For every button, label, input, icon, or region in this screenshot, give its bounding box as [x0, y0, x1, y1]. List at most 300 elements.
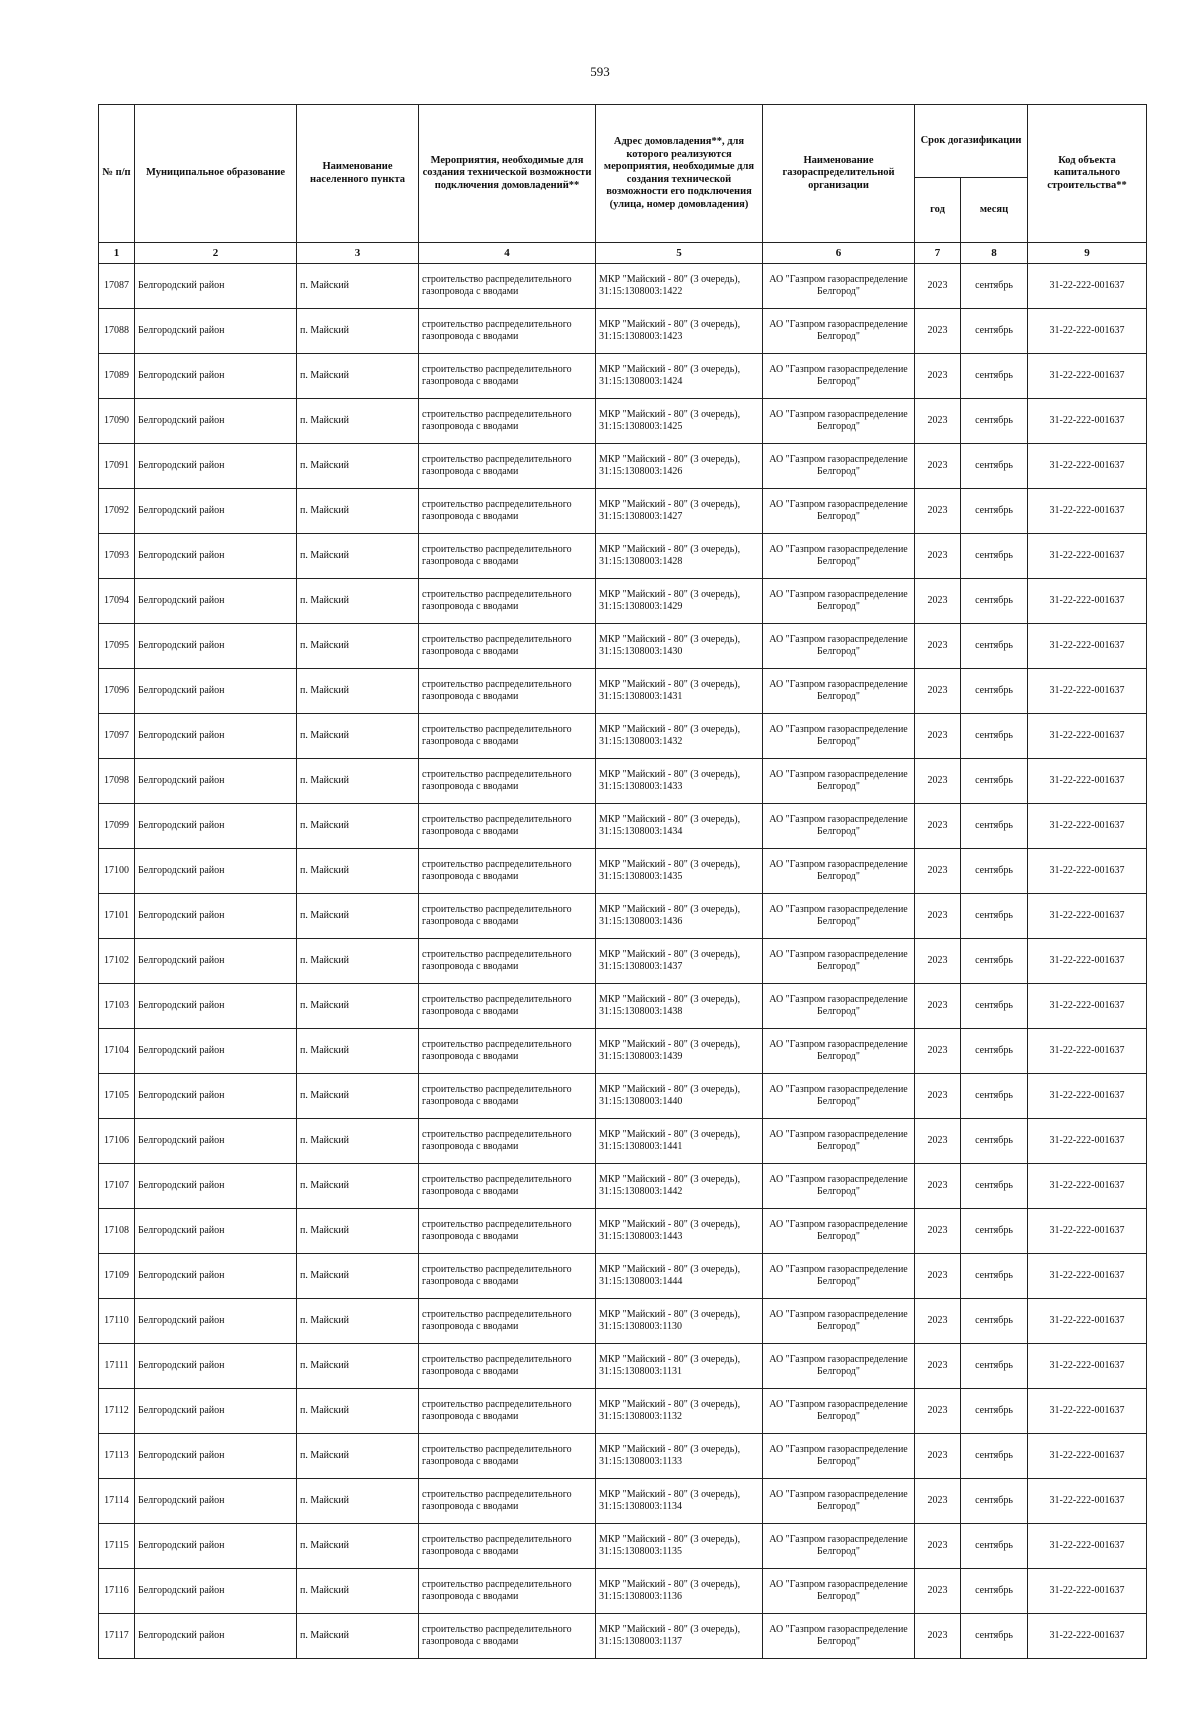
row-number: 17094 — [99, 579, 135, 624]
page-number: 593 — [590, 64, 610, 79]
object-code-cell: 31-22-222-001637 — [1028, 1479, 1147, 1524]
gasification-table — [98, 104, 1147, 1659]
table-row — [99, 1479, 1147, 1524]
table-row — [99, 534, 1147, 579]
address-cell: МКР "Майский - 80" (3 очередь), 31:15:1308003:1443 — [596, 1209, 763, 1254]
year-cell: 2023 — [915, 1254, 961, 1299]
row-number: 17105 — [99, 1074, 135, 1119]
municipality-cell: Белгородский район — [135, 354, 297, 399]
organization-cell: АО "Газпром газораспределение Белгород" — [763, 1074, 915, 1119]
row-number: 17087 — [99, 264, 135, 309]
organization-cell: АО "Газпром газораспределение Белгород" — [763, 804, 915, 849]
table-row — [99, 1389, 1147, 1434]
settlement-cell: п. Майский — [297, 1614, 419, 1659]
activity-cell: строительство распределительного газопровода с вводами — [419, 1254, 596, 1299]
month-cell: сентябрь — [961, 804, 1028, 849]
month-cell: сентябрь — [961, 1434, 1028, 1479]
organization-cell: АО "Газпром газораспределение Белгород" — [763, 1209, 915, 1254]
month-cell: сентябрь — [961, 354, 1028, 399]
year-cell: 2023 — [915, 759, 961, 804]
table-row — [99, 354, 1147, 399]
table-row — [99, 804, 1147, 849]
year-cell: 2023 — [915, 624, 961, 669]
year-cell: 2023 — [915, 1524, 961, 1569]
column-number: 6 — [763, 243, 915, 264]
address-cell: МКР "Майский - 80" (3 очередь), 31:15:1308003:1435 — [596, 849, 763, 894]
activity-cell: строительство распределительного газопровода с вводами — [419, 939, 596, 984]
row-number: 17088 — [99, 309, 135, 354]
table-row — [99, 1254, 1147, 1299]
activity-cell: строительство распределительного газопровода с вводами — [419, 1569, 596, 1614]
object-code-cell: 31-22-222-001637 — [1028, 399, 1147, 444]
table-row — [99, 1344, 1147, 1389]
table-row — [99, 1434, 1147, 1479]
organization-cell: АО "Газпром газораспределение Белгород" — [763, 1119, 915, 1164]
activity-cell: строительство распределительного газопровода с вводами — [419, 1119, 596, 1164]
month-cell: сентябрь — [961, 714, 1028, 759]
settlement-cell: п. Майский — [297, 984, 419, 1029]
address-cell: МКР "Майский - 80" (3 очередь), 31:15:1308003:1135 — [596, 1524, 763, 1569]
object-code-cell: 31-22-222-001637 — [1028, 804, 1147, 849]
address-cell: МКР "Майский - 80" (3 очередь), 31:15:1308003:1436 — [596, 894, 763, 939]
address-cell: МКР "Майский - 80" (3 очередь), 31:15:1308003:1431 — [596, 669, 763, 714]
month-cell: сентябрь — [961, 1299, 1028, 1344]
activity-cell: строительство распределительного газопровода с вводами — [419, 1164, 596, 1209]
month-cell: сентябрь — [961, 1524, 1028, 1569]
table-row — [99, 1299, 1147, 1344]
organization-cell: АО "Газпром газораспределение Белгород" — [763, 399, 915, 444]
organization-cell: АО "Газпром газораспределение Белгород" — [763, 489, 915, 534]
organization-cell: АО "Газпром газораспределение Белгород" — [763, 984, 915, 1029]
object-code-cell: 31-22-222-001637 — [1028, 264, 1147, 309]
month-cell: сентябрь — [961, 1254, 1028, 1299]
address-cell: МКР "Майский - 80" (3 очередь), 31:15:1308003:1130 — [596, 1299, 763, 1344]
organization-cell: АО "Газпром газораспределение Белгород" — [763, 354, 915, 399]
year-cell: 2023 — [915, 579, 961, 624]
year-cell: 2023 — [915, 1164, 961, 1209]
row-number: 17102 — [99, 939, 135, 984]
row-number: 17114 — [99, 1479, 135, 1524]
row-number: 17090 — [99, 399, 135, 444]
organization-cell: АО "Газпром газораспределение Белгород" — [763, 759, 915, 804]
activity-cell: строительство распределительного газопровода с вводами — [419, 1479, 596, 1524]
row-number: 17097 — [99, 714, 135, 759]
object-code-cell: 31-22-222-001637 — [1028, 1209, 1147, 1254]
address-cell: МКР "Майский - 80" (3 очередь), 31:15:1308003:1430 — [596, 624, 763, 669]
month-cell: сентябрь — [961, 849, 1028, 894]
address-cell: МКР "Майский - 80" (3 очередь), 31:15:1308003:1132 — [596, 1389, 763, 1434]
row-number: 17111 — [99, 1344, 135, 1389]
table-row — [99, 309, 1147, 354]
column-number: 1 — [99, 243, 135, 264]
organization-cell: АО "Газпром газораспределение Белгород" — [763, 579, 915, 624]
table-header — [99, 105, 1147, 264]
year-cell: 2023 — [915, 1614, 961, 1659]
row-number: 17095 — [99, 624, 135, 669]
month-cell: сентябрь — [961, 1119, 1028, 1164]
municipality-cell: Белгородский район — [135, 1614, 297, 1659]
year-cell: 2023 — [915, 669, 961, 714]
object-code-cell: 31-22-222-001637 — [1028, 1569, 1147, 1614]
table-row — [99, 849, 1147, 894]
row-number: 17101 — [99, 894, 135, 939]
object-code-cell: 31-22-222-001637 — [1028, 1254, 1147, 1299]
year-cell: 2023 — [915, 849, 961, 894]
row-number: 17110 — [99, 1299, 135, 1344]
year-cell: 2023 — [915, 444, 961, 489]
object-code-cell: 31-22-222-001637 — [1028, 489, 1147, 534]
activity-cell: строительство распределительного газопровода с вводами — [419, 984, 596, 1029]
settlement-cell: п. Майский — [297, 849, 419, 894]
object-code-cell: 31-22-222-001637 — [1028, 444, 1147, 489]
month-cell: сентябрь — [961, 1389, 1028, 1434]
row-number: 17089 — [99, 354, 135, 399]
municipality-cell: Белгородский район — [135, 399, 297, 444]
object-code-cell: 31-22-222-001637 — [1028, 714, 1147, 759]
year-cell: 2023 — [915, 1029, 961, 1074]
address-cell: МКР "Майский - 80" (3 очередь), 31:15:1308003:1423 — [596, 309, 763, 354]
organization-cell: АО "Газпром газораспределение Белгород" — [763, 624, 915, 669]
object-code-cell: 31-22-222-001637 — [1028, 534, 1147, 579]
column-number: 7 — [915, 243, 961, 264]
row-number: 17115 — [99, 1524, 135, 1569]
month-cell: сентябрь — [961, 984, 1028, 1029]
activity-cell: строительство распределительного газопровода с вводами — [419, 1434, 596, 1479]
activity-cell: строительство распределительного газопровода с вводами — [419, 579, 596, 624]
month-cell: сентябрь — [961, 759, 1028, 804]
month-cell: сентябрь — [961, 1029, 1028, 1074]
activity-cell: строительство распределительного газопровода с вводами — [419, 669, 596, 714]
header-code: Код объекта капитального строительства** — [1028, 105, 1147, 243]
municipality-cell: Белгородский район — [135, 669, 297, 714]
settlement-cell: п. Майский — [297, 354, 419, 399]
organization-cell: АО "Газпром газораспределение Белгород" — [763, 1299, 915, 1344]
row-number: 17099 — [99, 804, 135, 849]
header-settlement: Наименование населенного пункта — [297, 105, 419, 243]
organization-cell: АО "Газпром газораспределение Белгород" — [763, 1479, 915, 1524]
object-code-cell: 31-22-222-001637 — [1028, 669, 1147, 714]
column-number: 5 — [596, 243, 763, 264]
table-body — [99, 264, 1147, 1659]
object-code-cell: 31-22-222-001637 — [1028, 1299, 1147, 1344]
activity-cell: строительство распределительного газопровода с вводами — [419, 399, 596, 444]
settlement-cell: п. Майский — [297, 714, 419, 759]
row-number: 17108 — [99, 1209, 135, 1254]
table-row — [99, 759, 1147, 804]
activity-cell: строительство распределительного газопровода с вводами — [419, 264, 596, 309]
municipality-cell: Белгородский район — [135, 444, 297, 489]
municipality-cell: Белгородский район — [135, 1209, 297, 1254]
settlement-cell: п. Майский — [297, 1299, 419, 1344]
year-cell: 2023 — [915, 489, 961, 534]
year-cell: 2023 — [915, 1209, 961, 1254]
settlement-cell: п. Майский — [297, 1254, 419, 1299]
object-code-cell: 31-22-222-001637 — [1028, 1614, 1147, 1659]
table-row — [99, 1029, 1147, 1074]
address-cell: МКР "Майский - 80" (3 очередь), 31:15:1308003:1131 — [596, 1344, 763, 1389]
activity-cell: строительство распределительного газопровода с вводами — [419, 759, 596, 804]
settlement-cell: п. Майский — [297, 624, 419, 669]
organization-cell: АО "Газпром газораспределение Белгород" — [763, 444, 915, 489]
activity-cell: строительство распределительного газопровода с вводами — [419, 1344, 596, 1389]
settlement-cell: п. Майский — [297, 534, 419, 579]
address-cell: МКР "Майский - 80" (3 очередь), 31:15:1308003:1133 — [596, 1434, 763, 1479]
activity-cell: строительство распределительного газопровода с вводами — [419, 1614, 596, 1659]
object-code-cell: 31-22-222-001637 — [1028, 1119, 1147, 1164]
address-cell: МКР "Майский - 80" (3 очередь), 31:15:1308003:1440 — [596, 1074, 763, 1119]
activity-cell: строительство распределительного газопровода с вводами — [419, 309, 596, 354]
activity-cell: строительство распределительного газопровода с вводами — [419, 444, 596, 489]
municipality-cell: Белгородский район — [135, 894, 297, 939]
year-cell: 2023 — [915, 354, 961, 399]
object-code-cell: 31-22-222-001637 — [1028, 939, 1147, 984]
year-cell: 2023 — [915, 1569, 961, 1614]
month-cell: сентябрь — [961, 309, 1028, 354]
settlement-cell: п. Майский — [297, 759, 419, 804]
municipality-cell: Белгородский район — [135, 489, 297, 534]
address-cell: МКР "Майский - 80" (3 очередь), 31:15:1308003:1134 — [596, 1479, 763, 1524]
table-row — [99, 894, 1147, 939]
month-cell: сентябрь — [961, 1074, 1028, 1119]
header-year: год — [915, 178, 961, 243]
month-cell: сентябрь — [961, 444, 1028, 489]
row-number: 17107 — [99, 1164, 135, 1209]
activity-cell: строительство распределительного газопровода с вводами — [419, 354, 596, 399]
municipality-cell: Белгородский район — [135, 804, 297, 849]
organization-cell: АО "Газпром газораспределение Белгород" — [763, 669, 915, 714]
address-cell: МКР "Майский - 80" (3 очередь), 31:15:1308003:1425 — [596, 399, 763, 444]
organization-cell: АО "Газпром газораспределение Белгород" — [763, 1029, 915, 1074]
object-code-cell: 31-22-222-001637 — [1028, 1524, 1147, 1569]
settlement-cell: п. Майский — [297, 894, 419, 939]
month-cell: сентябрь — [961, 1209, 1028, 1254]
object-code-cell: 31-22-222-001637 — [1028, 354, 1147, 399]
table-row — [99, 1614, 1147, 1659]
year-cell: 2023 — [915, 984, 961, 1029]
organization-cell: АО "Газпром газораспределение Белгород" — [763, 309, 915, 354]
organization-cell: АО "Газпром газораспределение Белгород" — [763, 849, 915, 894]
municipality-cell: Белгородский район — [135, 1029, 297, 1074]
month-cell: сентябрь — [961, 939, 1028, 984]
address-cell: МКР "Майский - 80" (3 очередь), 31:15:1308003:1428 — [596, 534, 763, 579]
month-cell: сентябрь — [961, 579, 1028, 624]
table-row — [99, 1074, 1147, 1119]
object-code-cell: 31-22-222-001637 — [1028, 759, 1147, 804]
table-row — [99, 579, 1147, 624]
year-cell: 2023 — [915, 1434, 961, 1479]
row-number: 17109 — [99, 1254, 135, 1299]
activity-cell: строительство распределительного газопровода с вводами — [419, 1524, 596, 1569]
address-cell: МКР "Майский - 80" (3 очередь), 31:15:1308003:1426 — [596, 444, 763, 489]
year-cell: 2023 — [915, 894, 961, 939]
header-term: Срок догазификации — [915, 105, 1028, 178]
header-month: месяц — [961, 178, 1028, 243]
organization-cell: АО "Газпром газораспределение Белгород" — [763, 1569, 915, 1614]
address-cell: МКР "Майский - 80" (3 очередь), 31:15:1308003:1422 — [596, 264, 763, 309]
month-cell: сентябрь — [961, 399, 1028, 444]
row-number: 17116 — [99, 1569, 135, 1614]
address-cell: МКР "Майский - 80" (3 очередь), 31:15:1308003:1137 — [596, 1614, 763, 1659]
row-number: 17093 — [99, 534, 135, 579]
object-code-cell: 31-22-222-001637 — [1028, 579, 1147, 624]
settlement-cell: п. Майский — [297, 1209, 419, 1254]
municipality-cell: Белгородский район — [135, 579, 297, 624]
municipality-cell: Белгородский район — [135, 849, 297, 894]
settlement-cell: п. Майский — [297, 1569, 419, 1614]
column-number: 8 — [961, 243, 1028, 264]
row-number: 17098 — [99, 759, 135, 804]
settlement-cell: п. Майский — [297, 804, 419, 849]
month-cell: сентябрь — [961, 489, 1028, 534]
activity-cell: строительство распределительного газопровода с вводами — [419, 534, 596, 579]
object-code-cell: 31-22-222-001637 — [1028, 1344, 1147, 1389]
object-code-cell: 31-22-222-001637 — [1028, 984, 1147, 1029]
column-number: 4 — [419, 243, 596, 264]
column-number: 3 — [297, 243, 419, 264]
activity-cell: строительство распределительного газопровода с вводами — [419, 1074, 596, 1119]
table-row — [99, 1119, 1147, 1164]
table-row — [99, 669, 1147, 714]
row-number: 17117 — [99, 1614, 135, 1659]
header-num: № п/п — [99, 105, 135, 243]
settlement-cell: п. Майский — [297, 444, 419, 489]
activity-cell: строительство распределительного газопровода с вводами — [419, 804, 596, 849]
municipality-cell: Белгородский район — [135, 264, 297, 309]
month-cell: сентябрь — [961, 1614, 1028, 1659]
municipality-cell: Белгородский район — [135, 534, 297, 579]
address-cell: МКР "Майский - 80" (3 очередь), 31:15:1308003:1434 — [596, 804, 763, 849]
municipality-cell: Белгородский район — [135, 624, 297, 669]
activity-cell: строительство распределительного газопровода с вводами — [419, 624, 596, 669]
settlement-cell: п. Майский — [297, 669, 419, 714]
municipality-cell: Белгородский район — [135, 1434, 297, 1479]
year-cell: 2023 — [915, 1119, 961, 1164]
table-row — [99, 1209, 1147, 1254]
row-number: 17091 — [99, 444, 135, 489]
address-cell: МКР "Майский - 80" (3 очередь), 31:15:1308003:1427 — [596, 489, 763, 534]
object-code-cell: 31-22-222-001637 — [1028, 309, 1147, 354]
municipality-cell: Белгородский район — [135, 714, 297, 759]
settlement-cell: п. Майский — [297, 264, 419, 309]
header-address: Адрес домовладения**, для которого реализуются мероприятия, необходимые для создания технической возможности его подключения (улица, номер домовладения) — [596, 105, 763, 243]
object-code-cell: 31-22-222-001637 — [1028, 894, 1147, 939]
year-cell: 2023 — [915, 309, 961, 354]
year-cell: 2023 — [915, 804, 961, 849]
address-cell: МКР "Майский - 80" (3 очередь), 31:15:1308003:1438 — [596, 984, 763, 1029]
settlement-cell: п. Майский — [297, 1119, 419, 1164]
organization-cell: АО "Газпром газораспределение Белгород" — [763, 1344, 915, 1389]
row-number: 17106 — [99, 1119, 135, 1164]
municipality-cell: Белгородский район — [135, 309, 297, 354]
settlement-cell: п. Майский — [297, 939, 419, 984]
address-cell: МКР "Майский - 80" (3 очередь), 31:15:1308003:1444 — [596, 1254, 763, 1299]
settlement-cell: п. Майский — [297, 1389, 419, 1434]
municipality-cell: Белгородский район — [135, 939, 297, 984]
month-cell: сентябрь — [961, 1479, 1028, 1524]
municipality-cell: Белгородский район — [135, 1569, 297, 1614]
table-row — [99, 399, 1147, 444]
row-number: 17112 — [99, 1389, 135, 1434]
municipality-cell: Белгородский район — [135, 1074, 297, 1119]
table-row — [99, 939, 1147, 984]
row-number: 17113 — [99, 1434, 135, 1479]
year-cell: 2023 — [915, 264, 961, 309]
settlement-cell: п. Майский — [297, 309, 419, 354]
object-code-cell: 31-22-222-001637 — [1028, 1164, 1147, 1209]
activity-cell: строительство распределительного газопровода с вводами — [419, 1389, 596, 1434]
table-row — [99, 984, 1147, 1029]
table-row — [99, 714, 1147, 759]
table-row — [99, 444, 1147, 489]
object-code-cell: 31-22-222-001637 — [1028, 1029, 1147, 1074]
settlement-cell: п. Майский — [297, 1029, 419, 1074]
month-cell: сентябрь — [961, 624, 1028, 669]
organization-cell: АО "Газпром газораспределение Белгород" — [763, 534, 915, 579]
month-cell: сентябрь — [961, 1344, 1028, 1389]
table-row — [99, 624, 1147, 669]
object-code-cell: 31-22-222-001637 — [1028, 1074, 1147, 1119]
settlement-cell: п. Майский — [297, 1434, 419, 1479]
month-cell: сентябрь — [961, 894, 1028, 939]
address-cell: МКР "Майский - 80" (3 очередь), 31:15:1308003:1429 — [596, 579, 763, 624]
municipality-cell: Белгородский район — [135, 1299, 297, 1344]
organization-cell: АО "Газпром газораспределение Белгород" — [763, 1164, 915, 1209]
municipality-cell: Белгородский район — [135, 1389, 297, 1434]
municipality-cell: Белгородский район — [135, 1479, 297, 1524]
year-cell: 2023 — [915, 1299, 961, 1344]
municipality-cell: Белгородский район — [135, 1254, 297, 1299]
address-cell: МКР "Майский - 80" (3 очередь), 31:15:1308003:1432 — [596, 714, 763, 759]
header-activity: Мероприятия, необходимые для создания технической возможности подключения домовладений** — [419, 105, 596, 243]
row-number: 17096 — [99, 669, 135, 714]
year-cell: 2023 — [915, 939, 961, 984]
row-number: 17092 — [99, 489, 135, 534]
organization-cell: АО "Газпром газораспределение Белгород" — [763, 939, 915, 984]
settlement-cell: п. Майский — [297, 1344, 419, 1389]
organization-cell: АО "Газпром газораспределение Белгород" — [763, 1389, 915, 1434]
row-number: 17100 — [99, 849, 135, 894]
object-code-cell: 31-22-222-001637 — [1028, 1434, 1147, 1479]
month-cell: сентябрь — [961, 669, 1028, 714]
address-cell: МКР "Майский - 80" (3 очередь), 31:15:1308003:1136 — [596, 1569, 763, 1614]
table-row — [99, 1569, 1147, 1614]
organization-cell: АО "Газпром газораспределение Белгород" — [763, 894, 915, 939]
object-code-cell: 31-22-222-001637 — [1028, 1389, 1147, 1434]
municipality-cell: Белгородский район — [135, 1344, 297, 1389]
settlement-cell: п. Майский — [297, 1074, 419, 1119]
settlement-cell: п. Майский — [297, 1524, 419, 1569]
organization-cell: АО "Газпром газораспределение Белгород" — [763, 714, 915, 759]
month-cell: сентябрь — [961, 1569, 1028, 1614]
settlement-cell: п. Майский — [297, 489, 419, 534]
municipality-cell: Белгородский район — [135, 759, 297, 804]
row-number: 17104 — [99, 1029, 135, 1074]
organization-cell: АО "Газпром газораспределение Белгород" — [763, 1254, 915, 1299]
settlement-cell: п. Майский — [297, 1479, 419, 1524]
address-cell: МКР "Майский - 80" (3 очередь), 31:15:1308003:1437 — [596, 939, 763, 984]
municipality-cell: Белгородский район — [135, 1164, 297, 1209]
organization-cell: АО "Газпром газораспределение Белгород" — [763, 1434, 915, 1479]
settlement-cell: п. Майский — [297, 399, 419, 444]
activity-cell: строительство распределительного газопровода с вводами — [419, 714, 596, 759]
table-row — [99, 489, 1147, 534]
activity-cell: строительство распределительного газопровода с вводами — [419, 894, 596, 939]
activity-cell: строительство распределительного газопровода с вводами — [419, 489, 596, 534]
organization-cell: АО "Газпром газораспределение Белгород" — [763, 1614, 915, 1659]
column-number-row — [99, 243, 1147, 264]
address-cell: МКР "Майский - 80" (3 очередь), 31:15:1308003:1424 — [596, 354, 763, 399]
activity-cell: строительство распределительного газопровода с вводами — [419, 1209, 596, 1254]
